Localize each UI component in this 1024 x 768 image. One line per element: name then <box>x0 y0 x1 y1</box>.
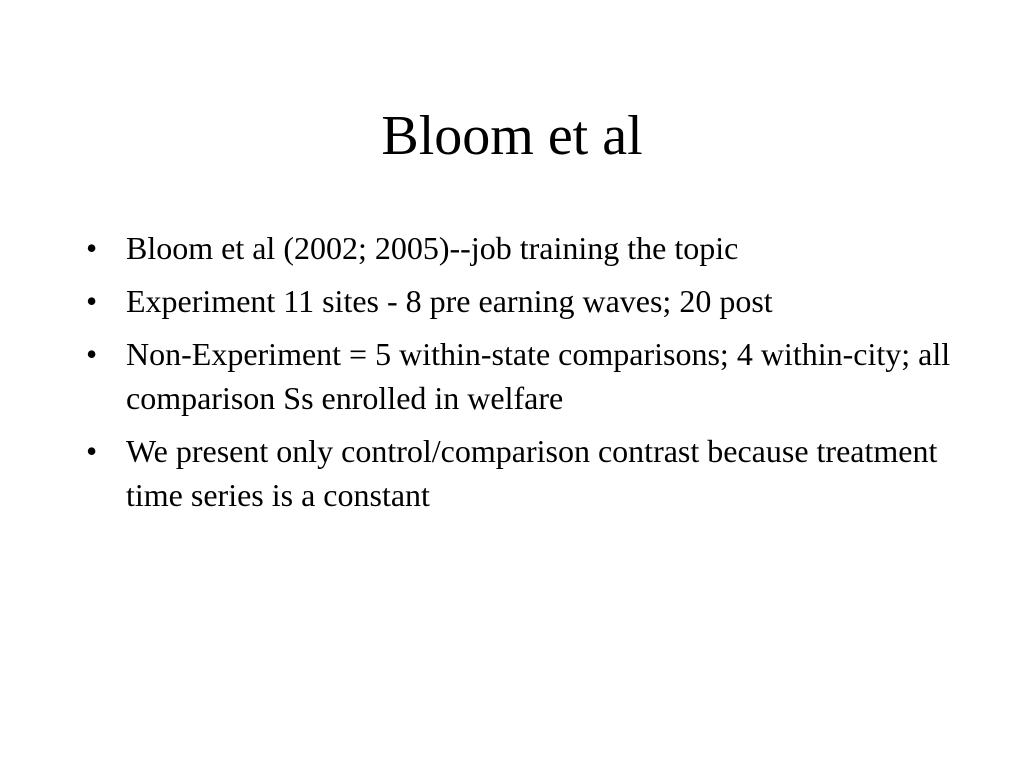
slide-title: Bloom et al <box>381 105 643 167</box>
list-item <box>86 226 956 270</box>
bullet-icon: • <box>86 283 98 319</box>
bullet-icon: • <box>86 433 98 469</box>
bullet-icon: • <box>86 336 98 372</box>
bullet-text: Bloom et al (2002; 2005)--job training the topic <box>126 230 739 266</box>
bullet-icon: • <box>86 230 98 266</box>
bullet-text: We present only control/comparison contrast because treatment time series is a constant <box>126 433 938 513</box>
list-item <box>86 332 956 420</box>
bullet-text: Non-Experiment = 5 within-state comparisons; 4 within-city; all comparison Ss enrolled in welfare <box>126 336 951 416</box>
bullet-text: Experiment 11 sites - 8 pre earning waves; 20 post <box>126 283 773 319</box>
bullet-list <box>86 226 956 526</box>
list-item <box>86 429 956 517</box>
list-item <box>86 279 956 323</box>
